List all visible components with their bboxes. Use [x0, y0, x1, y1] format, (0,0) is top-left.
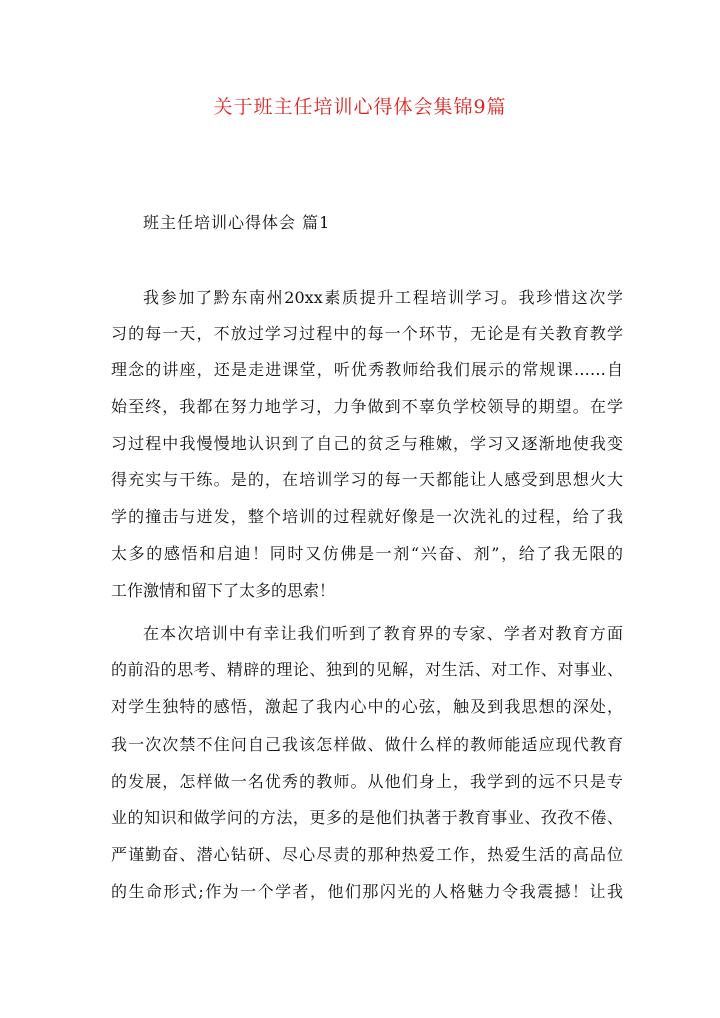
paragraph-line: 对学生独特的感悟，激起了我内心中的心弦，触及到我思想的深处，: [111, 697, 623, 716]
paragraph-line: 业的知识和做学问的方法，更多的是他们执著于教育事业、孜孜不倦、: [111, 808, 623, 827]
document-title: 关于班主任培训心得体会集锦9篇: [213, 96, 507, 118]
paragraph-line: 习过程中我慢慢地认识到了自己的贫乏与稚嫩，学习又逐渐地使我变: [111, 434, 623, 453]
paragraph-line: 工作激情和留下了太多的思索！: [111, 581, 336, 600]
paragraph-line: 得充实与干练。是的，在培训学习的每一天都能让人感受到思想火大: [111, 470, 623, 489]
paragraph-line: 的发展，怎样做一名优秀的教师。从他们身上，我学到的远不只是专: [111, 772, 623, 791]
paragraph-line: 太多的感悟和启迪！同时又仿佛是一剂“兴奋、剂”，给了我无限的: [111, 544, 623, 563]
paragraph-line: 在本次培训中有幸让我们听到了教育界的专家、学者对教育方面: [143, 624, 623, 643]
paragraph-line: 严谨勤奋、潜心钻研、尽心尽责的那种热爱工作，热爱生活的高品位: [111, 845, 623, 864]
paragraph-line: 理念的讲座，还是走进课堂，听优秀教师给我们展示的常规课……自: [111, 360, 623, 379]
paragraph-line: 我参加了黔东南州20xx素质提升工程培训学习。我珍惜这次学: [143, 288, 623, 307]
paragraph-line: 我一次次禁不住问自己我该怎样做、做什么样的教师能适应现代教育: [111, 735, 623, 754]
paragraph-line: 学的撞击与迸发，整个培训的过程就好像是一次洗礼的过程，给了我: [111, 507, 623, 526]
paragraph-line: 的生命形式;作为一个学者，他们那闪光的人格魅力令我震撼！让我: [111, 882, 623, 901]
paragraph-line: 的前沿的思考、精辟的理论、独到的见解，对生活、对工作、对事业、: [111, 660, 623, 679]
section-heading: 班主任培训心得体会 篇1: [143, 213, 331, 232]
paragraph-line: 习的每一天，不放过学习过程中的每一个环节，无论是有关教育教学: [111, 324, 623, 343]
paragraph-line: 始至终，我都在努力地学习，力争做到不辜负学校领导的期望。在学: [111, 397, 623, 416]
